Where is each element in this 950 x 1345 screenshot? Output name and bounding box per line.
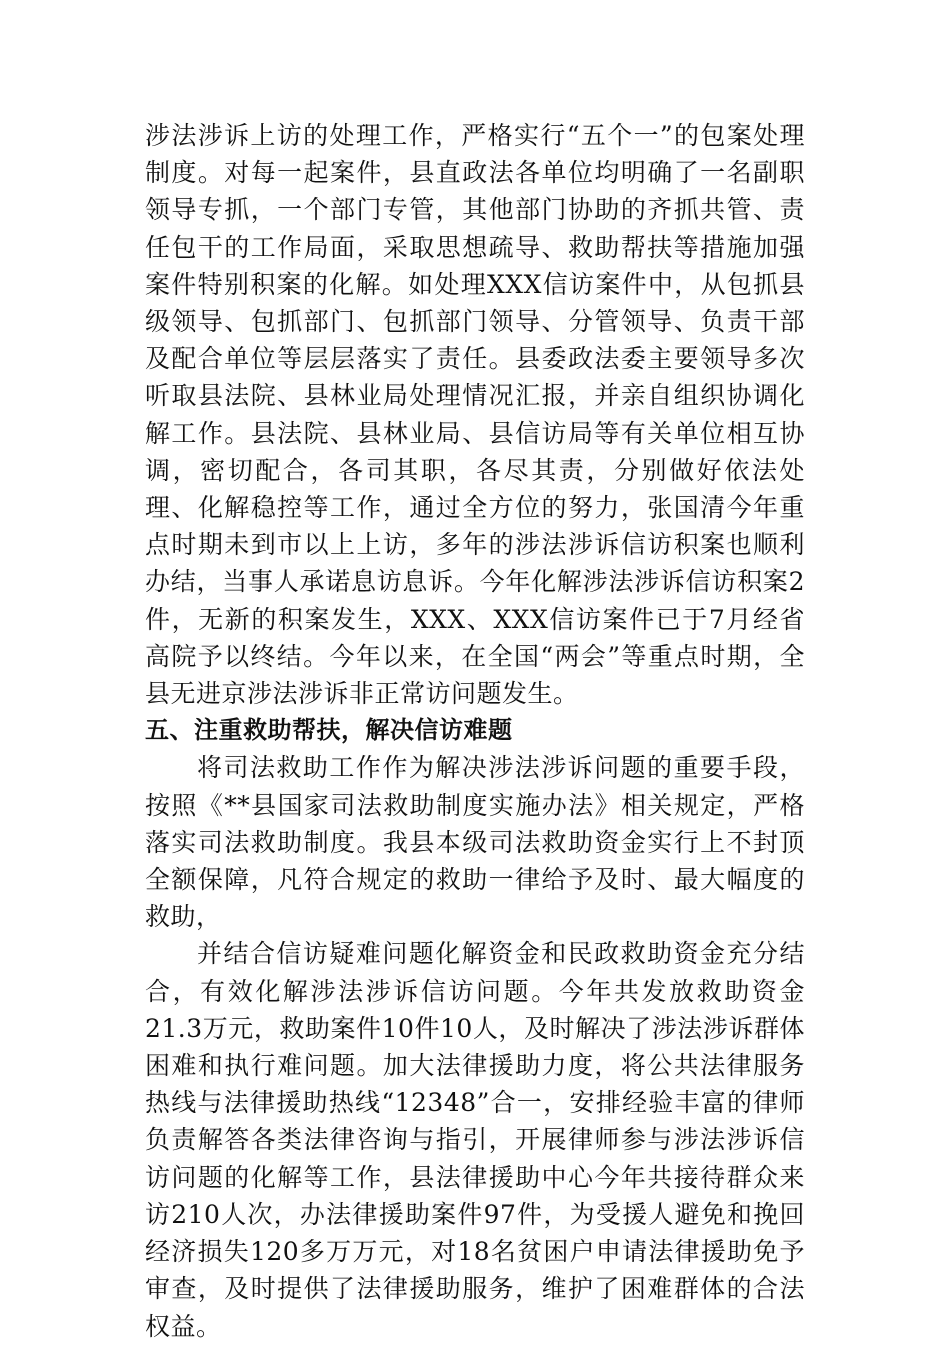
paragraph-legal-aid: 并结合信访疑难问题化解资金和民政救助资金充分结合，有效化解涉法涉诉信访问题。今年共发放救助资金21.3万元，救助案件10件10人，及时解决了涉法涉诉群体困难和执行难问题。加大法律援助力度，将公共法律服务热线与法律援助热线“12348”合一，安排经验丰富的律师负责解答各类法律咨询与指引，开展律师参与涉法涉诉信访问题的化解等工作，县法律援助中心今年共接待群众来访210人次，办法律援助案件97件，为受援人避免和挽回经济损失120多万万元，对18名贫困户申请法律援助免予审查，及时提供了法律援助服务，维护了困难群体的合法权益。 <box>145 939 805 1341</box>
paragraph-case-handling: 涉法涉诉上访的处理工作，严格实行“五个一”的包案处理制度。对每一起案件，县直政法各单位均明确了一名副职领导专抓，一个部门专管，其他部门协助的齐抓共管、责任包干的工作局面，采取思想疏导、救助帮扶等措施加强案件特别积案的化解。如处理XXX信访案件中，从包抓县级领导、包抓部门、包抓部门领导、分管领导、负责干部及配合单位等层层落实了责任。县委政法委主要领导多次听取县法院、县林业局处理情况汇报，并亲自组织协调化解工作。县法院、县林业局、县信访局等有关单位相互协调，密切配合，各司其职，各尽其责，分别做好依法处理、化解稳控等工作，通过全方位的努力，张国清今年重点时期未到市以上上访，多年的涉法涉诉信访积案也顺利办结，当事人承诺息访息诉。今年化解涉法涉诉信访积案2件，无新的积案发生，XXX、XXX信访案件已于7月经省高院予以终结。今年以来，在全国“两会”等重点时期，全县无进京涉法涉诉非正常访问题发生。 <box>145 121 805 709</box>
document-body <box>145 117 805 1345</box>
section-heading-five: 五、注重救助帮扶，解决信访难题 <box>145 716 513 745</box>
paragraph-judicial-aid: 将司法救助工作作为解决涉法涉诉问题的重要手段，按照《**县国家司法救助制度实施办法》相关规定，严格落实司法救助制度。我县本级司法救助资金实行上不封顶全额保障，凡符合规定的救助一律给予及时、最大幅度的救助， <box>145 753 805 932</box>
